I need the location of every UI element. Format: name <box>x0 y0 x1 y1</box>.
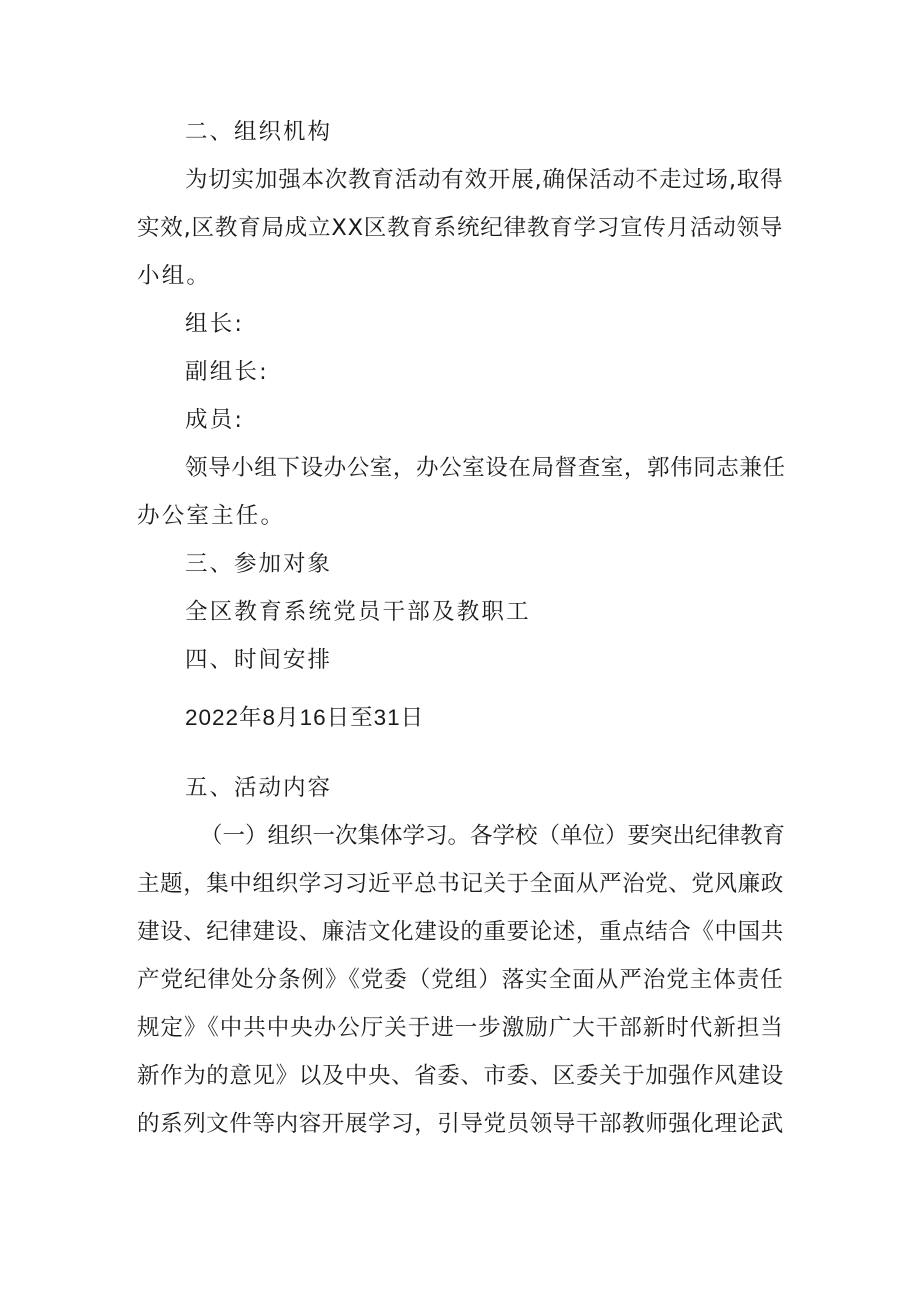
section-heading-activities: 五、活动内容 <box>185 775 333 801</box>
members-label: 成员: <box>185 407 245 433</box>
paragraph-line: 为切实加强本次教育活动有效开展,确保活动不走过场,取得 <box>185 167 784 193</box>
deputy-leader-label: 副组长: <box>185 359 269 385</box>
paragraph-line: 小组。 <box>137 263 212 289</box>
section-heading-participants: 三、参加对象 <box>185 551 333 577</box>
paragraph-line: 规定》《中共中央办公厅关于进一步激励广大干部新时代新担当 <box>137 1015 784 1041</box>
paragraph-line: 建设、纪律建设、廉洁文化建设的重要论述，重点结合《中国共 <box>137 919 784 945</box>
section-heading-schedule: 四、时间安排 <box>185 647 333 673</box>
paragraph-line: （一）组织一次集体学习。各学校（单位）要突出纪律教育 <box>200 823 786 849</box>
leader-label: 组长: <box>185 311 245 337</box>
paragraph-line: 领导小组下设办公室，办公室设在局督查室，郭伟同志兼任 <box>185 455 786 481</box>
paragraph-line: 产党纪律处分条例》《党委（党组）落实全面从严治党主体责任 <box>137 967 784 993</box>
schedule-date: 2022年8月16日至31日 <box>185 705 425 730</box>
paragraph-line: 办公室主任。 <box>137 503 286 529</box>
paragraph-line: 的系列文件等内容开展学习，引导党员领导干部教师强化理论武 <box>137 1111 784 1137</box>
section-heading-organization: 二、组织机构 <box>185 119 333 145</box>
paragraph-line: 主题，集中组织学习习近平总书记关于全面从严治党、党风廉政 <box>137 871 784 897</box>
participants-text: 全区教育系统党员干部及教职工 <box>185 599 531 625</box>
paragraph-line: 实效,区教育局成立XX区教育系统纪律教育学习宣传月活动领导 <box>137 215 784 241</box>
paragraph-line: 新作为的意见》以及中央、省委、市委、区委关于加强作风建设 <box>137 1063 784 1089</box>
